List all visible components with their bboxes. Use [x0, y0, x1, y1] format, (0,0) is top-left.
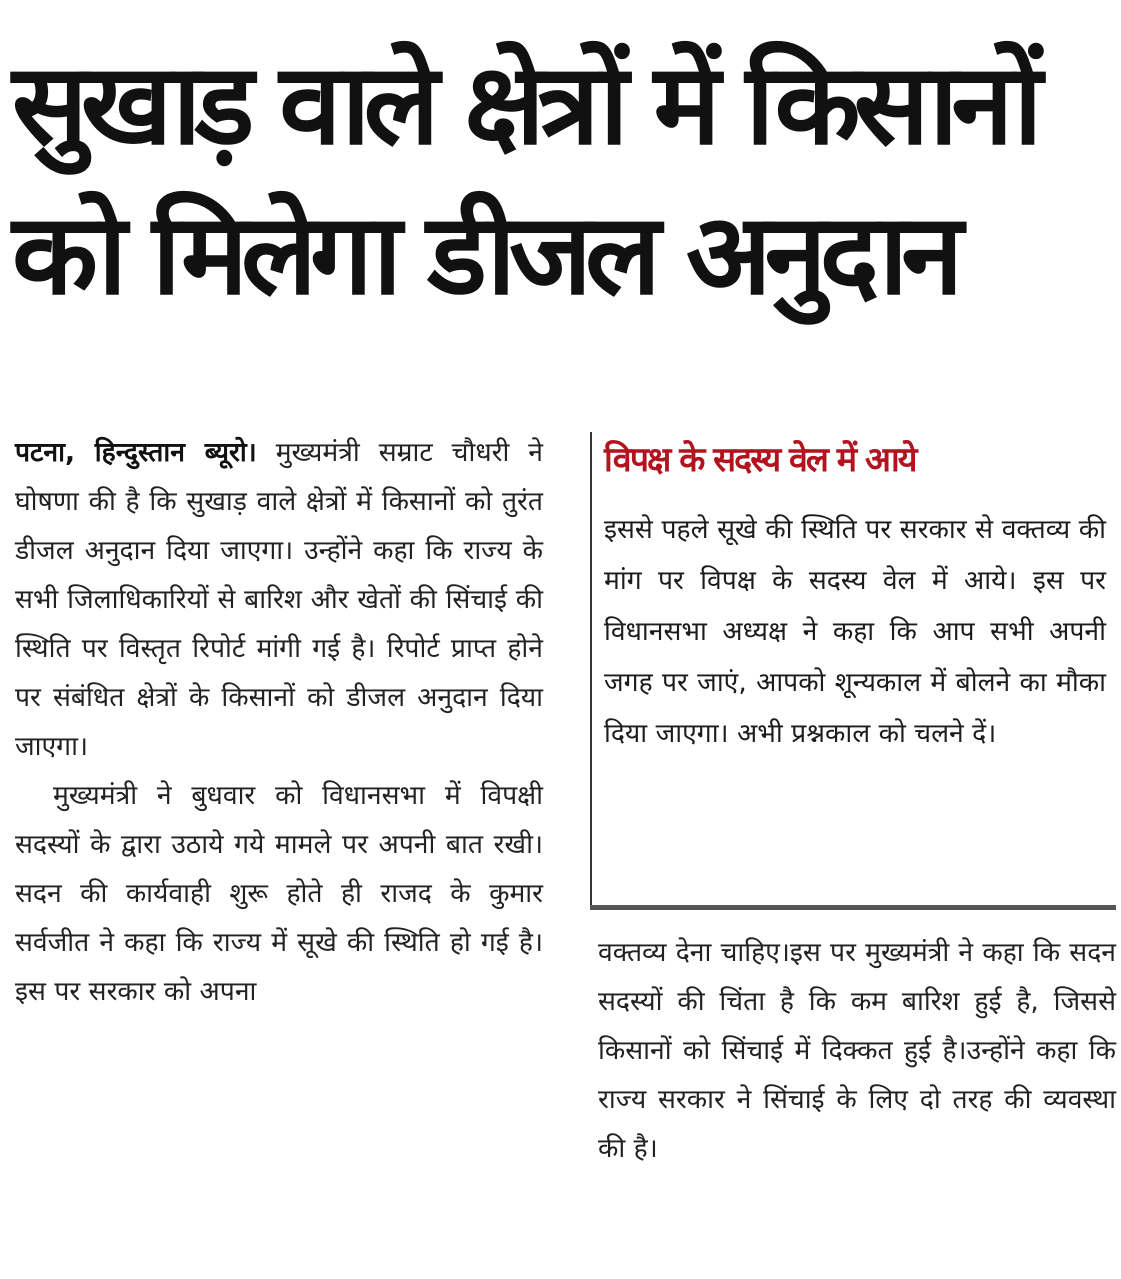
article-paragraph-1-text: मुख्यमंत्री सम्राट चौधरी ने घोषणा की है कि सुखाड़ वाले क्षेत्रों में किसानों को तुरंत डीजल अनुदान दिया जाएगा। उन्होंने कहा कि राज्य के सभी जिलाधिकारियों से बारिश और खेतों की सिंचाई की स्थिति पर विस्तृत रिपोर्ट मांगी गई है। रिपोर्ट प्राप्त होने पर संबंधित क्षेत्रों के किसानों को डीजल अनुदान दिया जाएगा। — [15, 437, 543, 762]
article-paragraph-3: वक्तव्य देना चाहिए।इस पर मुख्यमंत्री ने कहा कि सदन सदस्यों की चिंता है कि कम बारिश हुई है, जिससे किसानों को सिंचाई में दिक्कत हुई है।उन्होंने कहा कि राज्य सरकार ने सिंचाई के लिए दो तरह की व्यवस्था की है। — [598, 937, 1116, 1164]
headline — [12, 30, 1112, 330]
sidebar-box — [590, 432, 1116, 910]
article-column-right — [598, 928, 1116, 1173]
sidebar-body: इससे पहले सूखे की स्थिति पर सरकार से वक्तव्य की मांग पर विपक्ष के सदस्य वेल में आये। इस पर विधानसभा अध्यक्ष ने कहा कि आप सभी अपनी जगह पर जाएं, आपको शून्यकाल में बोलने का मौका दिया जाएगा। अभी प्रश्नकाल को चलने दें। — [604, 514, 1106, 749]
headline-line-1: सुखाड़ वाले क्षेत्रों में किसानों — [12, 40, 1036, 170]
article-paragraph-1 — [15, 428, 543, 771]
sidebar-title: विपक्ष के सदस्य वेल में आये — [604, 440, 916, 480]
dateline: पटना, हिन्दुस्तान ब्यूरो। — [15, 437, 257, 468]
headline-line-2: को मिलेगा डीजल अनुदान — [12, 190, 957, 320]
article-paragraph-2: मुख्यमंत्री ने बुधवार को विधानसभा में विपक्षी सदस्यों के द्वारा उठाये गये मामले पर अपनी बात रखी। सदन की कार्यवाही शुरू होते ही राजद के कुमार सर्वजीत ने कहा कि राज्य में सूखे की स्थिति हो गई है।इस पर सरकार को अपना — [15, 780, 543, 1007]
article-column-left — [15, 428, 543, 1016]
